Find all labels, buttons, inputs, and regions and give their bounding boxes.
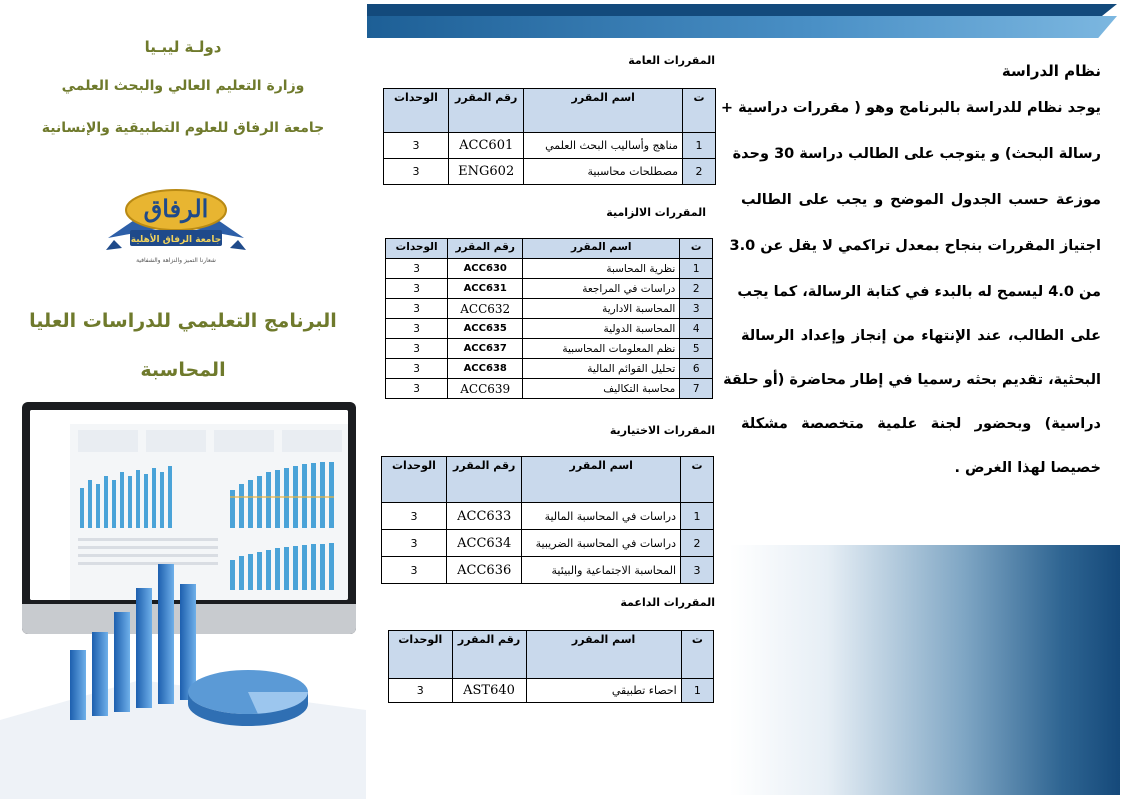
course-code: ACC601 (448, 133, 524, 159)
table-row (386, 379, 713, 399)
elective-courses-heading: المقررات الاختيارية (609, 424, 715, 437)
table-row (382, 503, 714, 530)
course-units: 3 (384, 159, 449, 185)
course-name: المحاسبة الادارية (523, 299, 680, 319)
table-row (386, 299, 713, 319)
course-code: ENG602 (448, 159, 524, 185)
paragraph-line: خصيصا لهذا الغرض . (954, 460, 1101, 476)
table-row (386, 279, 713, 299)
course-code: ACC639 (448, 379, 523, 399)
course-units: 3 (386, 339, 448, 359)
course-units: 3 (384, 133, 449, 159)
course-units: 3 (386, 319, 448, 339)
general-courses-table (383, 88, 716, 185)
course-name: دراسات في المحاسبة المالية (522, 503, 681, 530)
university-logo (100, 186, 252, 268)
row-num: 3 (680, 299, 713, 319)
row-num: 2 (680, 279, 713, 299)
row-num: 1 (683, 133, 716, 159)
course-name: نظرية المحاسبة (523, 259, 680, 279)
course-units: 3 (389, 679, 453, 703)
course-code: ACC633 (446, 503, 522, 530)
course-name: دراسات في المراجعة (523, 279, 680, 299)
course-code: ACC634 (446, 530, 522, 557)
course-code: ACC637 (448, 339, 523, 359)
paragraph-line: من 4.0 ليسمح له بالبدء في كتابة الرسالة، كما يجب (737, 284, 1101, 300)
course-name: مناهج وأساليب البحث العلمي (524, 133, 683, 159)
col-header-num: ت (681, 457, 714, 503)
paragraph-line: يوجد نظام للدراسة بالبرنامج وهو ( مقررات دراسية + (720, 100, 1101, 116)
paragraph-line: على الطالب، عند الإنتهاء من إنجاز وإعداد الرسالة (741, 328, 1101, 344)
decorative-3d-bar-chart (0, 520, 366, 799)
paragraph-line: رسالة البحث) و يتوجب على الطالب دراسة 30 وحدة (732, 146, 1101, 162)
row-num: 2 (683, 159, 716, 185)
table-row (386, 319, 713, 339)
row-num: 1 (681, 679, 713, 703)
university-name: جامعة الرفاق للعلوم التطبيقية والإنسانية (41, 120, 325, 136)
col-header-code: رقم المقرر (446, 457, 522, 503)
col-header-num: ت (681, 631, 713, 679)
col-header-units: الوحدات (384, 89, 449, 133)
course-name: دراسات في المحاسبة الضريبية (522, 530, 681, 557)
paragraph-line: البحثية، تقديم بحثه رسميا في إطار محاضرة (أو حلقة (723, 372, 1101, 388)
col-header-name: اسم المقرر (523, 239, 680, 259)
course-units: 3 (382, 503, 447, 530)
col-header-units: الوحدات (386, 239, 448, 259)
course-units: 3 (386, 279, 448, 299)
table-row (386, 359, 713, 379)
course-name: نظم المعلومات المحاسبية (523, 339, 680, 359)
table-row (386, 339, 713, 359)
col-header-name: اسم المقرر (522, 457, 681, 503)
row-num: 1 (680, 259, 713, 279)
country-name: دولـة ليبـيا (144, 38, 222, 56)
mandatory-courses-table (385, 238, 713, 399)
course-units: 3 (382, 530, 447, 557)
row-num: 5 (680, 339, 713, 359)
row-num: 7 (680, 379, 713, 399)
table-row (386, 259, 713, 279)
supporting-courses-heading: المقررات الداعمة (620, 596, 715, 609)
corner-gradient-panel (730, 545, 1120, 795)
left-cover-panel (0, 0, 366, 799)
program-subject: المحاسبة (140, 359, 226, 381)
course-units: 3 (382, 557, 447, 584)
col-header-code: رقم المقرر (448, 89, 524, 133)
course-code: ACC632 (448, 299, 523, 319)
logo-slogan: شعارنا التميز والنزاهة والشفافية (136, 257, 216, 264)
paragraph-line: دراسية) وبحضور لجنة علمية متخصصة مشكلة (741, 416, 1101, 432)
row-num: 3 (681, 557, 714, 584)
elective-courses-table (381, 456, 714, 584)
course-units: 3 (386, 299, 448, 319)
row-num: 2 (681, 530, 714, 557)
course-code: ACC638 (448, 359, 523, 379)
row-num: 4 (680, 319, 713, 339)
course-name: مصطلحات محاسبية (524, 159, 683, 185)
course-name: المحاسبة الاجتماعية والبيئية (522, 557, 681, 584)
course-units: 3 (386, 379, 448, 399)
mandatory-courses-heading: المقررات الالزامية (606, 206, 706, 219)
table-row (384, 133, 716, 159)
logo-banner-text: جامعة الرفاق الأهلية (130, 235, 222, 245)
course-name: محاسبة التكاليف (523, 379, 680, 399)
table-row (389, 679, 714, 703)
col-header-units: الوحدات (382, 457, 447, 503)
col-header-code: رقم المقرر (452, 631, 526, 679)
col-header-units: الوحدات (389, 631, 453, 679)
course-code: AST640 (452, 679, 526, 703)
course-code: ACC636 (446, 557, 522, 584)
course-code: ACC631 (448, 279, 523, 299)
col-header-num: ت (683, 89, 716, 133)
header-stripe-light (367, 16, 1117, 38)
course-name: تحليل القوائم المالية (523, 359, 680, 379)
course-code: ACC635 (448, 319, 523, 339)
col-header-name: اسم المقرر (524, 89, 683, 133)
supporting-courses-table (388, 630, 714, 703)
header-stripe-dark (367, 4, 1117, 16)
course-name: المحاسبة الدولية (523, 319, 680, 339)
course-name: احصاء تطبيقي (526, 679, 681, 703)
course-units: 3 (386, 259, 448, 279)
logo-main-text: الرفاق (143, 194, 209, 223)
row-num: 6 (680, 359, 713, 379)
study-system-title: نظام الدراسة (1001, 62, 1101, 80)
paragraph-line: موزعة حسب الجدول الموضح و يجب على الطالب (741, 192, 1101, 208)
col-header-code: رقم المقرر (448, 239, 523, 259)
row-num: 1 (681, 503, 714, 530)
program-title: البرنامج التعليمي للدراسات العليا (29, 310, 337, 332)
paragraph-line: اجتياز المقررات بنجاح بمعدل تراكمي لا يقل عن 3.0 (729, 238, 1101, 254)
table-row (382, 557, 714, 584)
course-units: 3 (386, 359, 448, 379)
general-courses-heading: المقررات العامة (628, 54, 715, 67)
course-code: ACC630 (448, 259, 523, 279)
table-row (384, 159, 716, 185)
table-row (382, 530, 714, 557)
col-header-num: ت (680, 239, 713, 259)
ministry-name: وزارة التعليم العالي والبحث العلمي (61, 78, 305, 94)
col-header-name: اسم المقرر (526, 631, 681, 679)
